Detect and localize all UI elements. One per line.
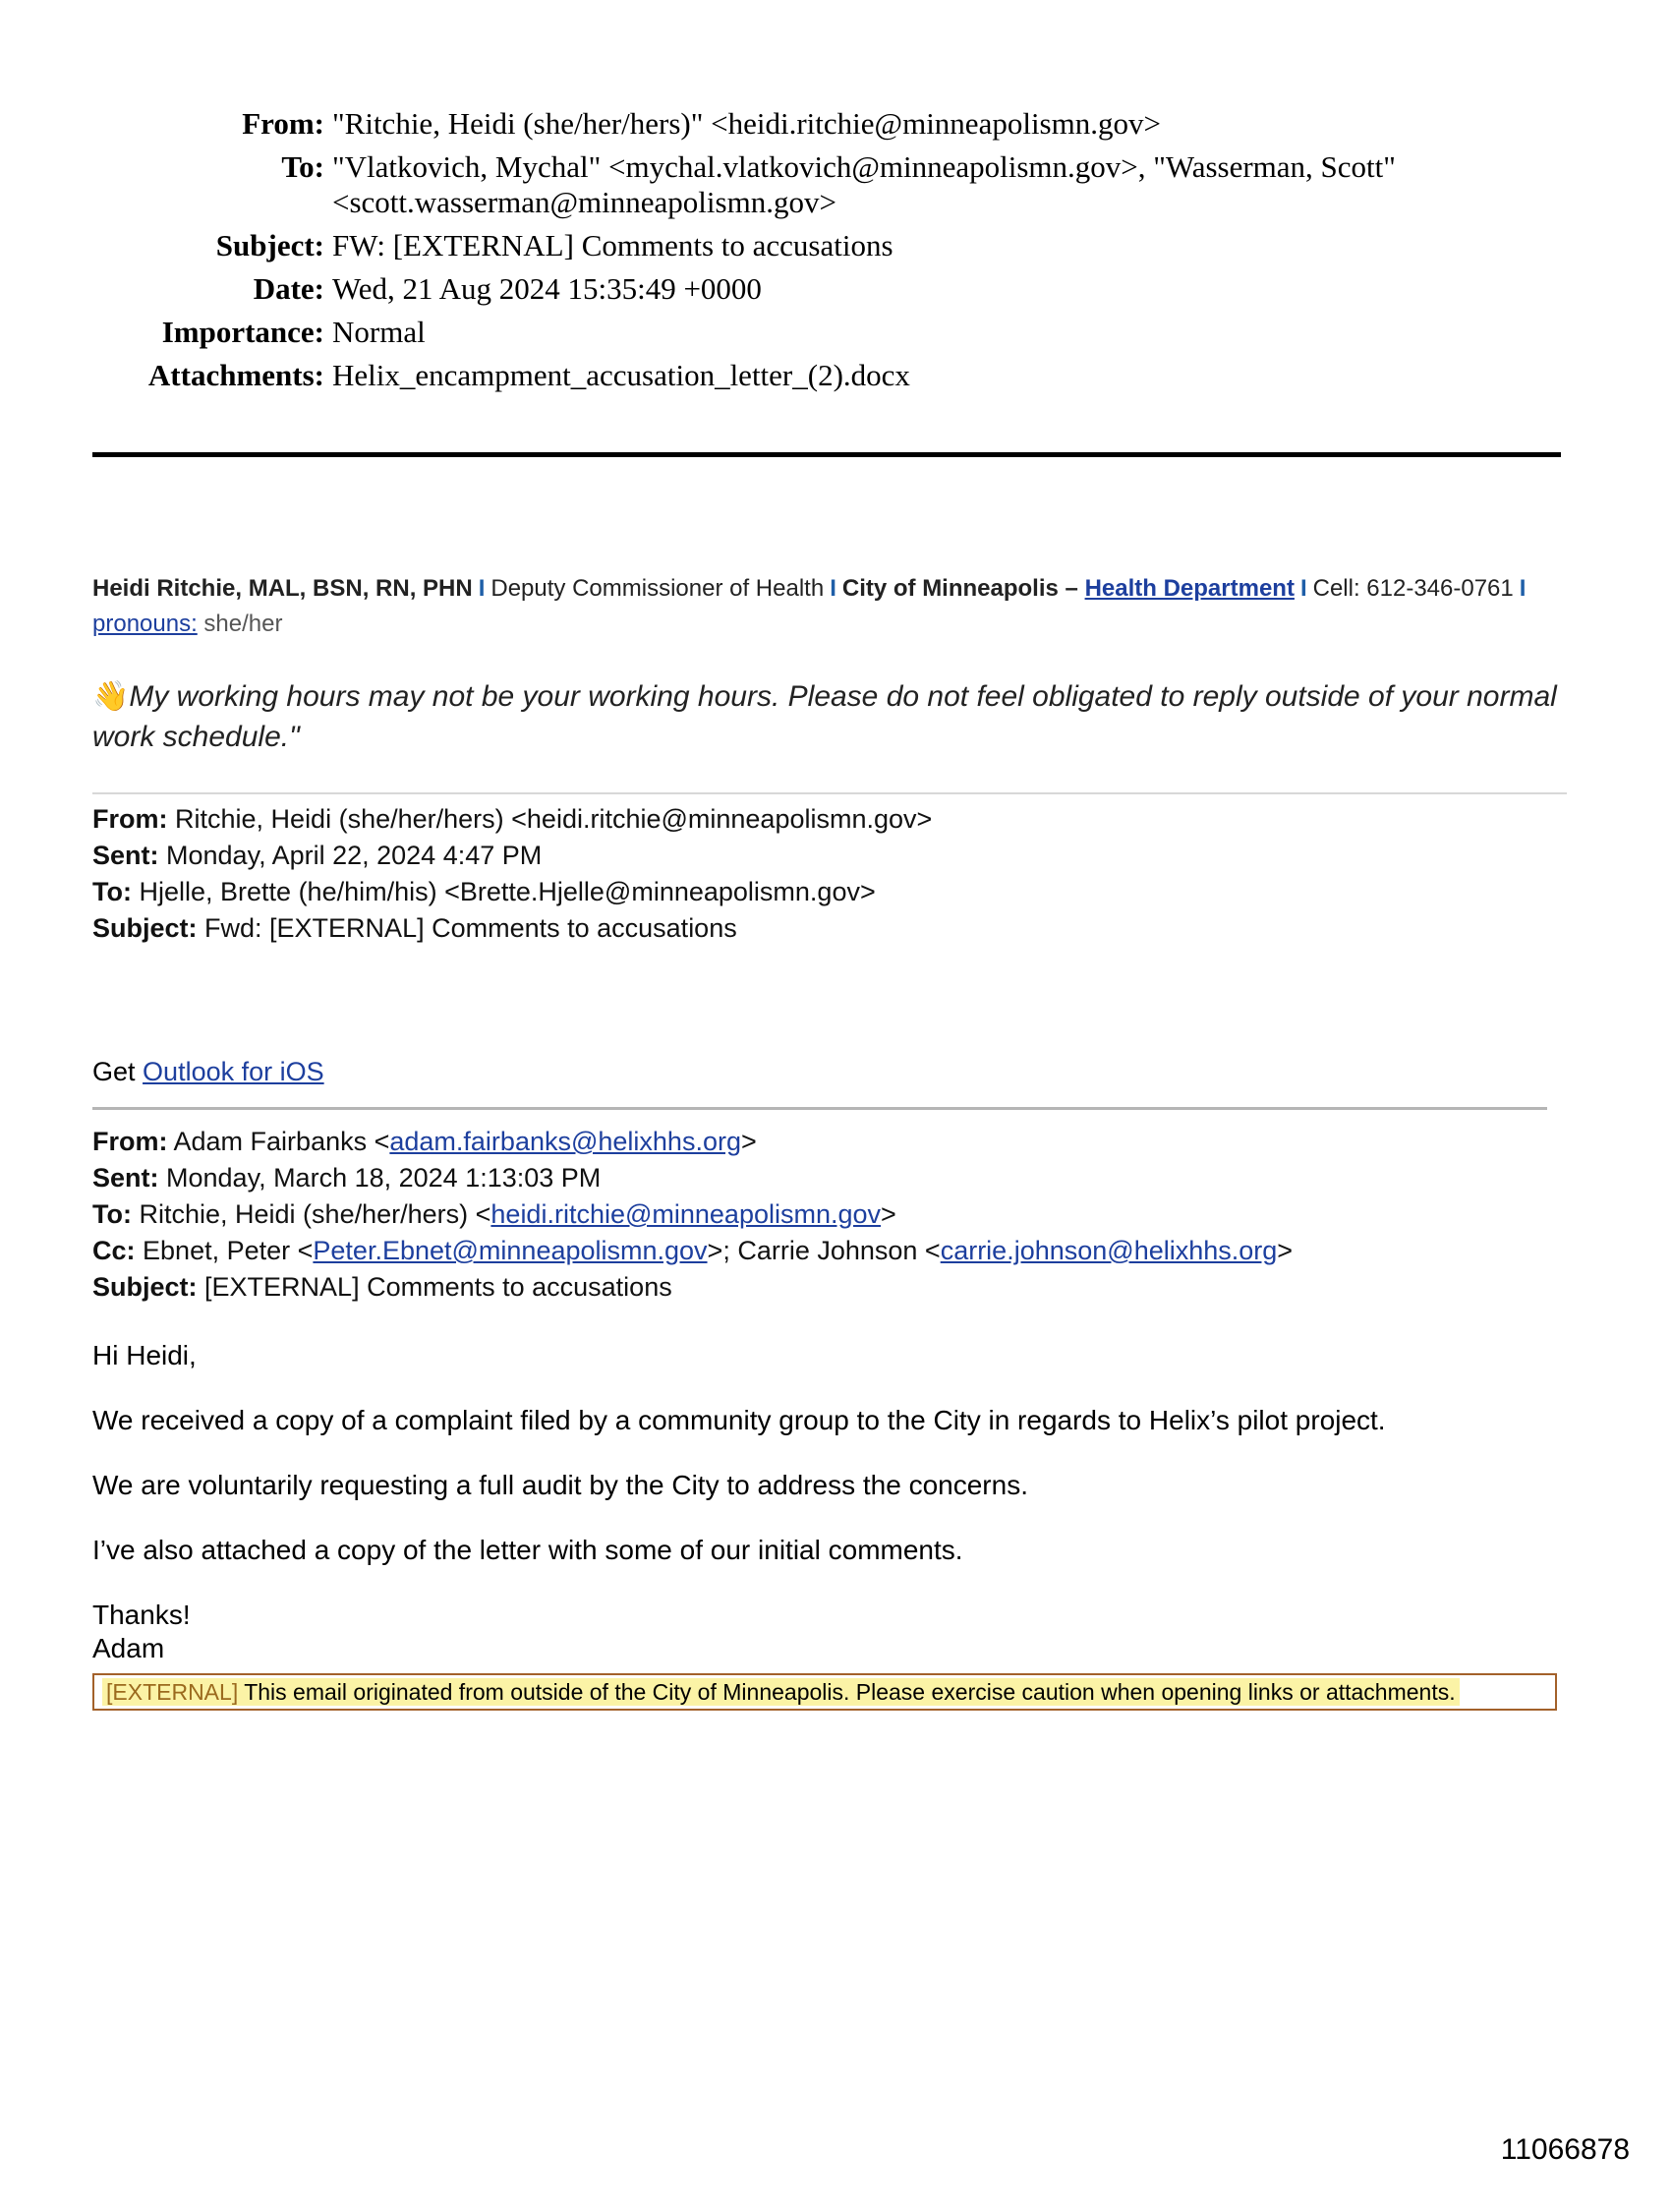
forward2-subject-value: [EXTERNAL] Comments to accusations [204, 1272, 672, 1302]
forward2-to-name: Ritchie, Heidi (she/her/hers) < [139, 1199, 491, 1229]
header-attachments-value[interactable]: Helix_encampment_accusation_letter_(2).docx [332, 358, 910, 392]
forward2-to-close: > [881, 1199, 896, 1229]
header-to-value [324, 149, 1492, 220]
signature-separator: I [478, 575, 486, 602]
forward2-cc-row [92, 1233, 1567, 1269]
peter-email-link[interactable]: Peter.Ebnet@minneapolismn.gov [313, 1236, 708, 1265]
forward1-sent-row [92, 838, 1567, 874]
pronouns-value: she/her [203, 611, 283, 637]
header-attachments-row [0, 358, 1573, 393]
header-to-line2: <scott.wasserman@minneapolismn.gov> [332, 185, 836, 219]
header-subject-row [0, 228, 1573, 263]
forward2-divider [92, 1107, 1547, 1110]
body-signoff: Adam [92, 1633, 165, 1663]
forward1-from-label: From: [92, 804, 168, 834]
forward2-cc-mid: >; Carrie Johnson < [707, 1236, 941, 1265]
forward1-from-value: Ritchie, Heidi (she/her/hers) <heidi.ritchie@minneapolismn.gov> [175, 804, 933, 834]
signature-org: City of Minneapolis – [841, 575, 1078, 602]
forward1-from-row [92, 801, 1567, 838]
forward2-from-label: From: [92, 1127, 168, 1156]
pronouns-link[interactable]: pronouns: [92, 611, 198, 637]
signature-name: Heidi Ritchie, MAL, BSN, RN, PHN [92, 575, 473, 602]
outlook-ios-link[interactable]: Outlook for iOS [143, 1057, 324, 1086]
header-importance-value: Normal [332, 315, 426, 349]
header-to-row [0, 149, 1573, 220]
working-hours-note [92, 676, 1586, 757]
forward2-to-row [92, 1196, 1567, 1233]
forward1-to-row [92, 874, 1567, 910]
forward2-subject-label: Subject: [92, 1272, 198, 1302]
body-greeting: Hi Heidi, [92, 1340, 197, 1370]
header-date-row [0, 271, 1573, 307]
signature-separator: I [1519, 575, 1527, 602]
heidi-email-link[interactable]: heidi.ritchie@minneapolismn.gov [490, 1199, 882, 1229]
forward2-sent-value: Monday, March 18, 2024 1:13:03 PM [166, 1163, 602, 1193]
forward1-subject-label: Subject: [92, 913, 198, 943]
header-date-value: Wed, 21 Aug 2024 15:35:49 +0000 [332, 271, 762, 306]
working-hours-text: My working hours may not be your working hours. Please do not feel obligated to reply outside of your normal work schedule." [92, 680, 1557, 753]
header-divider [92, 452, 1561, 457]
email-body [92, 1339, 1586, 1665]
body-paragraph-2: We are voluntarily requesting a full audit by the City to address the concerns. [92, 1470, 1028, 1500]
forward1-sent-label: Sent: [92, 841, 159, 870]
forward2-from-row [92, 1124, 1567, 1160]
external-warning-banner [92, 1673, 1557, 1711]
forward2-sent-row [92, 1160, 1567, 1196]
forward2-subject-row [92, 1269, 1567, 1306]
signature-title: Deputy Commissioner of Health [490, 575, 825, 602]
header-date-label: Date: [253, 271, 324, 306]
external-warning-text: This email originated from outside of the City of Minneapolis. Please exercise caution when opening links or attachments. [244, 1679, 1456, 1705]
header-importance-row [0, 315, 1573, 350]
forward1-subject-value: Fwd: [EXTERNAL] Comments to accusations [204, 913, 737, 943]
forward-header-1 [92, 801, 1567, 947]
health-department-link[interactable]: Health Department [1084, 575, 1295, 602]
external-warning-highlight [102, 1678, 1460, 1706]
header-to-label: To: [281, 149, 324, 184]
header-subject-value: FW: [EXTERNAL] Comments to accusations [332, 228, 893, 262]
header-from-row [0, 106, 1573, 142]
signature-cell: Cell: 612-346-0761 [1312, 575, 1514, 602]
forward-divider [92, 792, 1567, 794]
body-paragraph-1: We received a copy of a complaint filed by a community group to the City in regards to Helix’s pilot project. [92, 1405, 1386, 1435]
body-paragraph-3: I’ve also attached a copy of the letter with some of our initial comments. [92, 1535, 963, 1565]
signature-separator: I [830, 575, 836, 602]
forward1-sent-value: Monday, April 22, 2024 4:47 PM [166, 841, 543, 870]
body-thanks: Thanks! [92, 1600, 191, 1630]
forward2-cc-close: > [1277, 1236, 1294, 1265]
get-outlook-prefix: Get [92, 1057, 136, 1086]
signature-block [92, 571, 1586, 642]
adam-email-link[interactable]: adam.fairbanks@helixhhs.org [389, 1127, 741, 1156]
forward-header-2 [92, 1124, 1567, 1306]
forward2-cc-label: Cc: [92, 1236, 136, 1265]
header-importance-label: Importance: [161, 315, 324, 349]
forward1-subject-row [92, 910, 1567, 947]
forward2-from-close: > [740, 1127, 757, 1156]
forward2-to-label: To: [92, 1199, 132, 1229]
header-from-value: "Ritchie, Heidi (she/her/hers)" <heidi.ritchie@minneapolismn.gov> [332, 106, 1161, 141]
header-to-line1: "Vlatkovich, Mychal" <mychal.vlatkovich@minneapolismn.gov>, "Wasserman, Scott" [332, 149, 1396, 184]
header-from-label: From: [242, 106, 324, 141]
forward2-sent-label: Sent: [92, 1163, 159, 1193]
forward1-to-label: To: [92, 877, 132, 906]
header-subject-label: Subject: [215, 228, 324, 262]
signature-separator: I [1299, 575, 1307, 602]
header-attachments-label: Attachments: [147, 358, 324, 392]
waving-hand-icon: 👋 [92, 680, 130, 713]
email-header [0, 106, 1573, 401]
forward2-cc-name1: Ebnet, Peter < [143, 1236, 314, 1265]
forward2-from-name: Adam Fairbanks < [173, 1127, 390, 1156]
external-tag: [EXTERNAL] [106, 1679, 239, 1705]
document-number: 11066878 [1500, 2133, 1630, 2166]
carrie-email-link[interactable]: carrie.johnson@helixhhs.org [940, 1236, 1278, 1265]
get-outlook-line [92, 1054, 324, 1090]
forward1-to-value: Hjelle, Brette (he/him/his) <Brette.Hjelle@minneapolismn.gov> [139, 877, 876, 906]
